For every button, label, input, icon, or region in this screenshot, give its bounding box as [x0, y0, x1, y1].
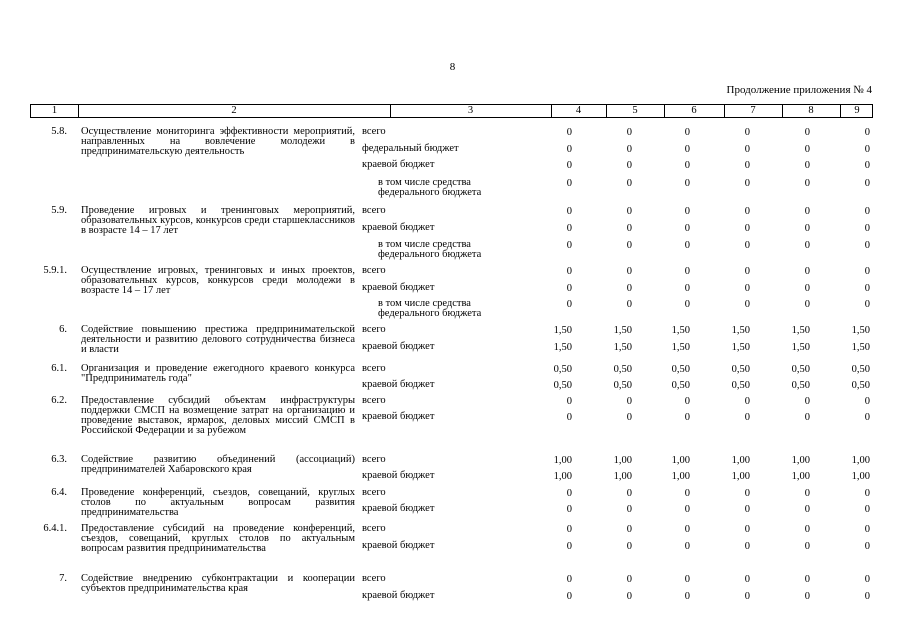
amount-cell: 0 [864, 283, 870, 294]
amount-cell: 0 [684, 412, 690, 423]
funding-line [0, 298, 905, 319]
amount-cell: 0 [684, 240, 690, 251]
amount-cell: 0 [684, 574, 690, 585]
amount-cell: 1,00 [851, 455, 870, 466]
funding-source: федеральный бюджет [362, 143, 459, 154]
amount-cell: 0 [626, 591, 632, 602]
header-col-4: 4 [575, 105, 582, 116]
amount-cell: 0,50 [613, 364, 632, 375]
funding-source: краевой бюджет [362, 379, 435, 390]
amount-cell: 1,50 [613, 325, 632, 336]
amount-cell: 0 [626, 283, 632, 294]
header-col-8: 8 [808, 105, 814, 116]
amount-cell: 0 [684, 178, 690, 189]
amount-cell: 1,50 [671, 325, 690, 336]
amount-cell: 0 [626, 240, 632, 251]
amount-cell: 1,50 [731, 342, 750, 353]
amount-cell: 0 [684, 524, 690, 535]
funding-line [0, 206, 905, 218]
funding-line [0, 239, 905, 260]
amount-cell: 0 [744, 574, 750, 585]
row-number: 5.8. [51, 126, 67, 137]
amount-cell: 0 [566, 488, 572, 499]
amount-cell: 0 [804, 127, 810, 138]
amount-cell: 0,50 [731, 364, 750, 375]
amount-cell: 0 [626, 574, 632, 585]
row-description: Проведение конференций, съездов, совещаний, круглых столов по актуальным вопросам развития предпринимательства [81, 487, 355, 518]
row-number: 6.4.1. [43, 523, 67, 534]
amount-cell: 0 [744, 488, 750, 499]
amount-cell: 0,50 [613, 380, 632, 391]
amount-cell: 0 [864, 396, 870, 407]
funding-source: краевой бюджет [362, 411, 435, 422]
header-col-6: 6 [691, 105, 697, 116]
funding-line [0, 127, 905, 139]
funding-source: краевой бюджет [362, 590, 435, 601]
funding-line [0, 396, 905, 408]
amount-cell: 0 [744, 283, 750, 294]
funding-source: краевой бюджет [362, 540, 435, 551]
funding-source: всего [362, 265, 386, 276]
amount-cell: 1,00 [791, 455, 810, 466]
header-col-7: 7 [750, 105, 756, 116]
row-number: 6.2. [51, 395, 67, 406]
amount-cell: 0 [566, 144, 572, 155]
amount-cell: 0 [744, 240, 750, 251]
header-col-3: 3 [467, 105, 474, 116]
funding-line [0, 412, 905, 424]
funding-source: всего [362, 363, 386, 374]
amount-cell: 1,00 [791, 471, 810, 482]
header-col-2: 2 [231, 105, 237, 116]
amount-cell: 0 [804, 541, 810, 552]
amount-cell: 0 [804, 396, 810, 407]
amount-cell: 0,50 [791, 364, 810, 375]
amount-cell: 0 [626, 127, 632, 138]
amount-cell: 0 [626, 178, 632, 189]
funding-source: в том числе средства федерального бюджета [378, 177, 482, 198]
amount-cell: 0 [744, 266, 750, 277]
row-number: 6.3. [51, 454, 67, 465]
row-number: 6. [59, 324, 67, 335]
amount-cell: 0 [626, 160, 632, 171]
amount-cell: 1,50 [791, 325, 810, 336]
amount-cell: 1,00 [553, 455, 572, 466]
row-description: Предоставление субсидий на проведение конференций, съездов, совещаний, круглых столов по актуальным вопросам развития предпринимательства [81, 523, 355, 554]
amount-cell: 0 [864, 504, 870, 515]
amount-cell: 1,50 [851, 342, 870, 353]
amount-cell: 0 [566, 160, 572, 171]
funding-line [0, 488, 905, 500]
amount-cell: 0,50 [791, 380, 810, 391]
amount-cell: 0 [566, 223, 572, 234]
amount-cell: 0 [684, 299, 690, 310]
amount-cell: 0 [626, 266, 632, 277]
row-description: Содействие внедрению субконтрактации и кооперации субъектов предпринимательства края [81, 573, 355, 594]
funding-source: краевой бюджет [362, 222, 435, 233]
amount-cell: 0 [744, 504, 750, 515]
row-description: Содействие развитию объединений (ассоциаций) предпринимателей Хабаровского края [81, 454, 355, 475]
amount-cell: 0 [744, 591, 750, 602]
amount-cell: 1,00 [731, 471, 750, 482]
amount-cell: 0 [804, 206, 810, 217]
header-col-5: 5 [632, 105, 638, 116]
row-number: 5.9. [51, 205, 67, 216]
amount-cell: 0 [804, 504, 810, 515]
funding-source: в том числе средства федерального бюджета [378, 298, 482, 319]
funding-source: всего [362, 395, 386, 406]
amount-cell: 0 [684, 160, 690, 171]
amount-cell: 0 [744, 127, 750, 138]
amount-cell: 0 [804, 144, 810, 155]
amount-cell: 0 [626, 206, 632, 217]
funding-source: всего [362, 523, 386, 534]
funding-line [0, 342, 905, 354]
amount-cell: 0 [684, 396, 690, 407]
amount-cell: 0 [566, 178, 572, 189]
amount-cell: 0 [684, 504, 690, 515]
amount-cell: 1,00 [731, 455, 750, 466]
amount-cell: 0 [744, 206, 750, 217]
row-description: Предоставление субсидий объектам инфраструктуры поддержки СМСП на возмещение затрат на организацию и проведение выставок, ярмарок, деловых миссий СМСП в Российской Федерации и за рубежом [81, 395, 355, 436]
amount-cell: 0 [566, 591, 572, 602]
amount-cell: 1,50 [731, 325, 750, 336]
funding-line [0, 160, 905, 172]
amount-cell: 1,50 [553, 342, 572, 353]
amount-cell: 0 [684, 223, 690, 234]
amount-cell: 0 [864, 591, 870, 602]
amount-cell: 1,00 [553, 471, 572, 482]
row-description: Проведение игровых и тренинговых мероприятий, образовательных курсов, конкурсов среди старшеклассников в возрасте 14 – 17 лет [81, 205, 355, 236]
header-col-1: 1 [51, 105, 58, 116]
amount-cell: 0,50 [731, 380, 750, 391]
amount-cell: 0 [804, 240, 810, 251]
amount-cell: 0 [684, 541, 690, 552]
amount-cell: 0 [804, 160, 810, 171]
amount-cell: 0 [566, 396, 572, 407]
funding-source: краевой бюджет [362, 503, 435, 514]
amount-cell: 0 [626, 541, 632, 552]
amount-cell: 0,50 [851, 364, 870, 375]
amount-cell: 0 [744, 541, 750, 552]
amount-cell: 1,00 [671, 455, 690, 466]
amount-cell: 0 [626, 488, 632, 499]
amount-cell: 1,50 [613, 342, 632, 353]
amount-cell: 0 [684, 591, 690, 602]
funding-source: краевой бюджет [362, 341, 435, 352]
amount-cell: 0 [864, 266, 870, 277]
funding-line [0, 266, 905, 278]
amount-cell: 0 [804, 283, 810, 294]
amount-cell: 0 [864, 412, 870, 423]
funding-line [0, 591, 905, 603]
amount-cell: 0 [626, 299, 632, 310]
amount-cell: 0 [864, 206, 870, 217]
amount-cell: 0 [744, 178, 750, 189]
amount-cell: 0 [804, 266, 810, 277]
funding-source: в том числе средства федерального бюджета [378, 239, 482, 260]
amount-cell: 0 [744, 299, 750, 310]
amount-cell: 0 [864, 223, 870, 234]
continuation-label: Продолжение приложения № 4 [726, 84, 872, 96]
amount-cell: 0 [626, 504, 632, 515]
amount-cell: 0 [626, 223, 632, 234]
amount-cell: 1,50 [791, 342, 810, 353]
amount-cell: 1,50 [851, 325, 870, 336]
amount-cell: 0 [744, 144, 750, 155]
row-description: Осуществление игровых, тренинговых и иных проектов, образовательных курсов, конкурсов среди молодежи в возрасте 14 – 17 лет [81, 265, 355, 296]
amount-cell: 0 [566, 524, 572, 535]
amount-cell: 1,00 [613, 471, 632, 482]
amount-cell: 0,50 [553, 364, 572, 375]
amount-cell: 0 [744, 412, 750, 423]
funding-source: всего [362, 487, 386, 498]
amount-cell: 0 [864, 178, 870, 189]
funding-source: краевой бюджет [362, 159, 435, 170]
amount-cell: 0 [566, 206, 572, 217]
amount-cell: 0 [804, 412, 810, 423]
amount-cell: 1,00 [851, 471, 870, 482]
amount-cell: 0 [804, 524, 810, 535]
amount-cell: 1,50 [671, 342, 690, 353]
funding-source: всего [362, 324, 386, 335]
amount-cell: 0 [864, 127, 870, 138]
amount-cell: 0 [804, 488, 810, 499]
amount-cell: 0 [566, 412, 572, 423]
funding-source: краевой бюджет [362, 282, 435, 293]
funding-line [0, 471, 905, 483]
row-description: Осуществление мониторинга эффективности мероприятий, направленных на вовлечение молодежи в предпринимательскую деятельность [81, 126, 355, 157]
amount-cell: 0 [566, 240, 572, 251]
row-description: Содействие повышению престижа предпринимательской деятельности и развитию делового сотрудничества бизнеса и власти [81, 324, 355, 355]
amount-cell: 1,00 [613, 455, 632, 466]
amount-cell: 0 [626, 412, 632, 423]
amount-cell: 0 [744, 223, 750, 234]
funding-source: всего [362, 573, 386, 584]
funding-line [0, 541, 905, 553]
amount-cell: 0 [804, 574, 810, 585]
funding-line [0, 455, 905, 467]
funding-line [0, 504, 905, 516]
page-number: 8 [449, 61, 456, 73]
amount-cell: 0 [684, 127, 690, 138]
amount-cell: 0 [626, 144, 632, 155]
amount-cell: 0 [684, 206, 690, 217]
amount-cell: 0 [864, 574, 870, 585]
funding-line [0, 223, 905, 235]
row-number: 6.1. [51, 363, 67, 374]
row-number: 5.9.1. [43, 265, 67, 276]
funding-line [0, 177, 905, 198]
amount-cell: 0 [684, 266, 690, 277]
funding-line [0, 574, 905, 586]
amount-cell: 0 [684, 488, 690, 499]
amount-cell: 0 [864, 160, 870, 171]
funding-line [0, 283, 905, 295]
amount-cell: 0 [566, 574, 572, 585]
amount-cell: 0 [566, 541, 572, 552]
amount-cell: 0 [744, 396, 750, 407]
amount-cell: 0 [566, 299, 572, 310]
amount-cell: 0 [804, 591, 810, 602]
funding-source: всего [362, 454, 386, 465]
amount-cell: 0 [626, 396, 632, 407]
amount-cell: 0,50 [671, 380, 690, 391]
amount-cell: 0,50 [851, 380, 870, 391]
amount-cell: 0 [864, 488, 870, 499]
amount-cell: 0 [744, 160, 750, 171]
funding-line [0, 524, 905, 536]
amount-cell: 0 [804, 223, 810, 234]
amount-cell: 0 [626, 524, 632, 535]
amount-cell: 0 [864, 240, 870, 251]
funding-line [0, 364, 905, 376]
amount-cell: 0 [864, 144, 870, 155]
amount-cell: 0,50 [553, 380, 572, 391]
funding-line [0, 144, 905, 156]
funding-source: краевой бюджет [362, 470, 435, 481]
row-description: Организация и проведение ежегодного краевого конкурса "Предприниматель года" [81, 363, 355, 384]
funding-line [0, 325, 905, 337]
amount-cell: 0 [566, 127, 572, 138]
amount-cell: 0 [566, 283, 572, 294]
funding-source: всего [362, 205, 386, 216]
row-number: 7. [59, 573, 67, 584]
amount-cell: 0 [864, 299, 870, 310]
amount-cell: 0 [804, 178, 810, 189]
amount-cell: 0 [566, 266, 572, 277]
row-number: 6.4. [51, 487, 67, 498]
header-col-9: 9 [854, 105, 860, 116]
funding-line [0, 380, 905, 392]
funding-source: всего [362, 126, 386, 137]
amount-cell: 1,50 [553, 325, 572, 336]
amount-cell: 0 [804, 299, 810, 310]
amount-cell: 1,00 [671, 471, 690, 482]
amount-cell: 0,50 [671, 364, 690, 375]
amount-cell: 0 [566, 504, 572, 515]
amount-cell: 0 [864, 541, 870, 552]
table-header [30, 104, 873, 118]
amount-cell: 0 [684, 144, 690, 155]
amount-cell: 0 [744, 524, 750, 535]
amount-cell: 0 [864, 524, 870, 535]
amount-cell: 0 [684, 283, 690, 294]
